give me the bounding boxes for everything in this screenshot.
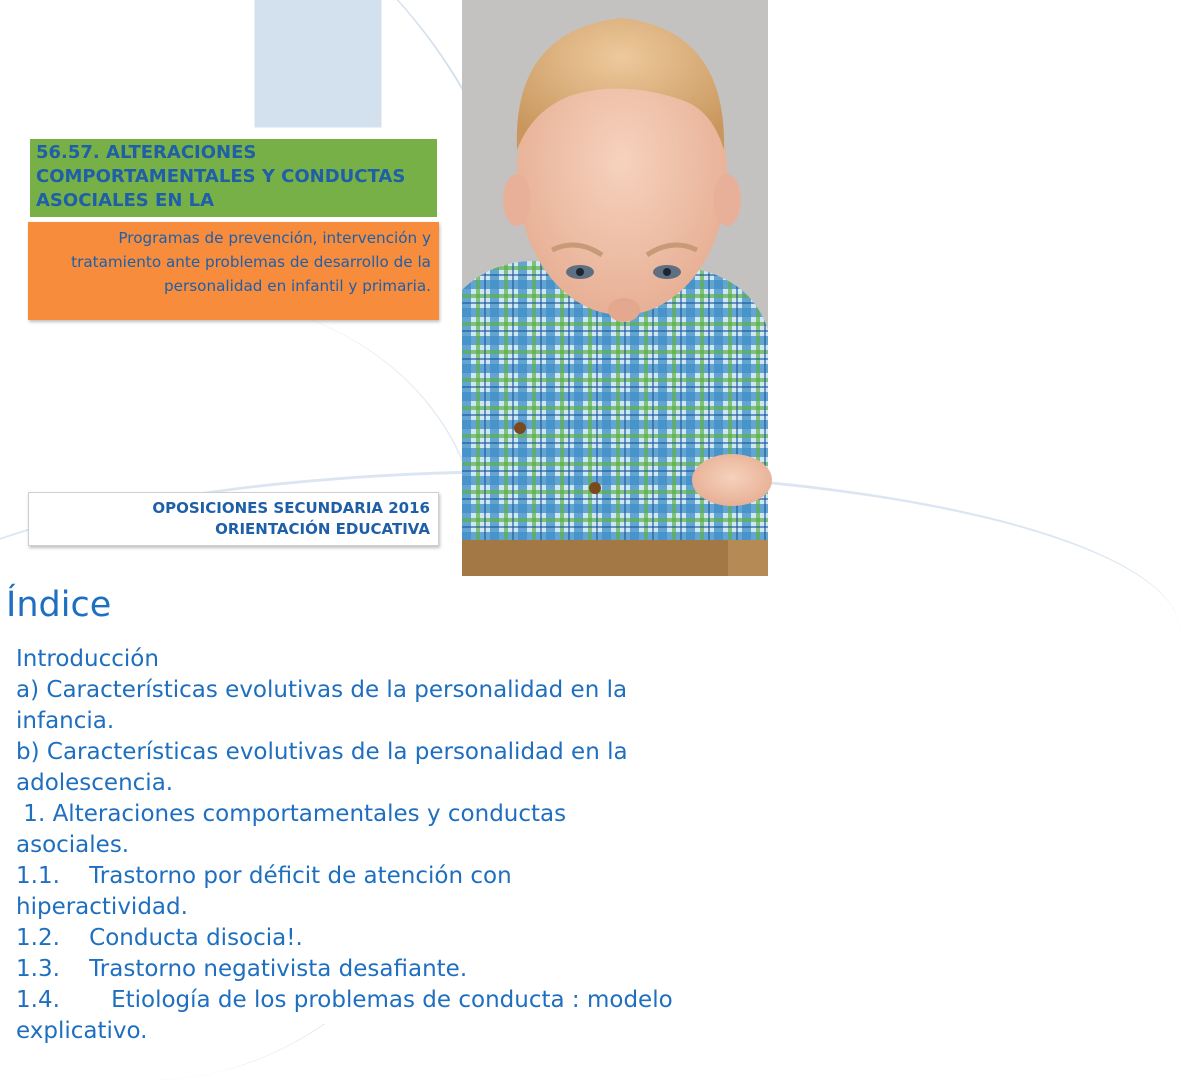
- exam-specialty: ORIENTACIÓN EDUCATIVA: [215, 520, 430, 538]
- index-item: 1.3. Trastorno negativista desafiante.: [16, 956, 468, 982]
- index-item: 1. Alteraciones comportamentales y conductas: [16, 801, 567, 827]
- index-item: Introducción: [16, 646, 159, 672]
- index-slide: [0, 576, 768, 1044]
- index-item: explicativo.: [16, 1018, 148, 1044]
- exam-name: OPOSICIONES SECUNDARIA 2016: [152, 499, 430, 517]
- slide-title: 56.57. ALTERACIONES COMPORTAMENTALES Y CONDUCTAS ASOCIALES EN LA: [30, 139, 437, 217]
- index-item: adolescencia.: [16, 770, 174, 796]
- index-item: 1.2. Conducta disocia!.: [16, 925, 303, 951]
- index-item: b) Características evolutivas de la personalidad en la: [16, 739, 628, 765]
- cover-slide: [0, 0, 768, 576]
- exam-info-box: [28, 492, 439, 546]
- index-list: [16, 644, 761, 1047]
- index-item: asociales.: [16, 832, 130, 858]
- index-item: 1.4. Etiología de los problemas de conducta : modelo: [16, 987, 673, 1013]
- angry-child-photo: [462, 0, 768, 576]
- slide-subtitle: Programas de prevención, intervención y tratamiento ante problemas de desarrollo de la personalidad en infantil y primaria.: [28, 222, 439, 320]
- index-item: infancia.: [16, 708, 115, 734]
- index-item: 1.1. Trastorno por déficit de atención con: [16, 863, 512, 889]
- index-item: a) Características evolutivas de la personalidad en la: [16, 677, 628, 703]
- index-heading: Índice: [6, 585, 112, 625]
- index-item: hiperactividad.: [16, 894, 188, 920]
